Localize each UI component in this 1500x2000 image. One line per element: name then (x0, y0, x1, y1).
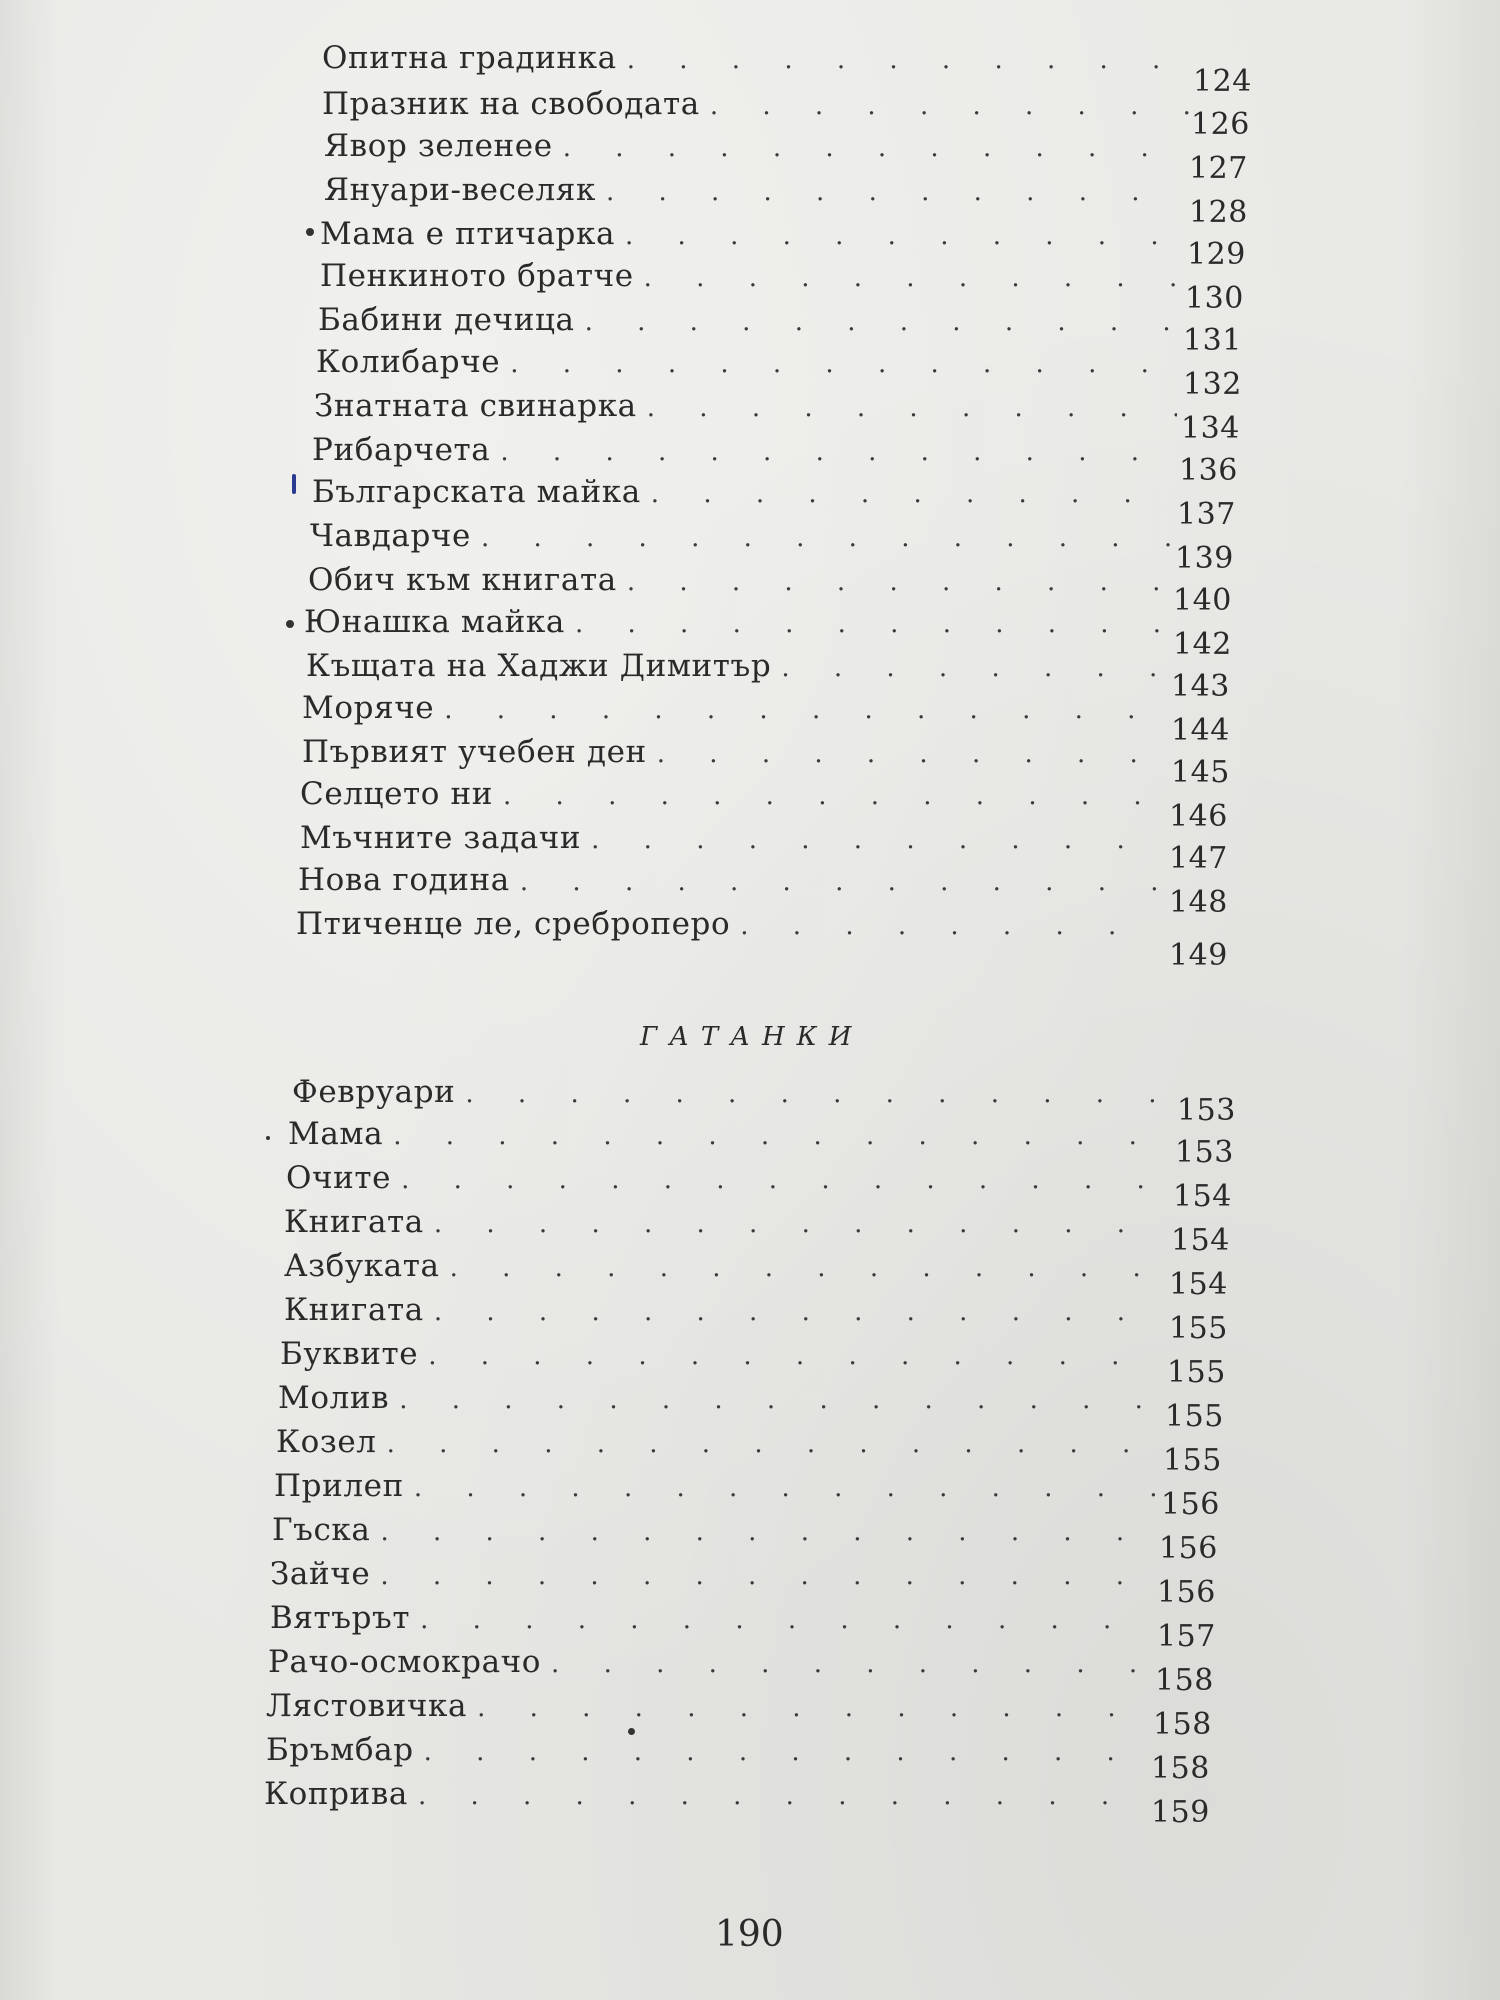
dot-leader (387, 1429, 1157, 1459)
riddle-entry-title: Буквите (280, 1336, 419, 1372)
riddle-entry (278, 1380, 1224, 1434)
toc-entry-page: 149 (1168, 938, 1228, 973)
dot-leader (644, 263, 1181, 293)
riddle-entry-title: Книгата (284, 1204, 424, 1240)
toc-entry-page: 144 (1170, 713, 1230, 748)
toc-entry-title: Колибарче (316, 344, 501, 380)
dot-leader (450, 1253, 1163, 1283)
toc-entry-page: 126 (1190, 107, 1250, 142)
toc-entry (304, 583, 1232, 644)
toc-entry-title: Чавдарче (310, 518, 471, 554)
dot-leader (625, 221, 1183, 251)
riddle-entry-title: Вятърът (270, 1600, 411, 1636)
riddle-entry (284, 1292, 1228, 1346)
pencil-mark (306, 228, 314, 236)
riddle-entry-page: 154 (1168, 1267, 1228, 1302)
toc-entry-page: 130 (1184, 281, 1244, 316)
dot-leader (424, 1737, 1145, 1767)
riddle-entry (288, 1116, 1234, 1170)
riddle-entry-title: Прилеп (274, 1468, 404, 1504)
toc-entry-page: 140 (1172, 583, 1232, 618)
dot-leader (740, 911, 1163, 941)
toc-entry (324, 64, 1252, 126)
riddle-entry-title: Коприва (264, 1776, 408, 1812)
toc-entry-page: 143 (1170, 669, 1230, 704)
toc-entry-title: Опитна градинка (322, 40, 617, 76)
toc-entry-page: 128 (1188, 195, 1248, 230)
riddle-entry-title: Козел (276, 1424, 377, 1460)
riddle-entry-title: Молив (278, 1380, 390, 1416)
toc-entry (320, 237, 1246, 298)
riddle-entry (280, 1336, 1226, 1390)
page-folio: 190 (715, 1914, 784, 1955)
toc-entry-page: 137 (1176, 497, 1236, 532)
dot-leader (434, 1297, 1163, 1327)
riddle-entry-page: 157 (1156, 1619, 1216, 1654)
toc-entry-title: Бабини дечица (318, 302, 575, 338)
riddle-entry-title: Зайче (270, 1556, 371, 1592)
dot-leader (477, 1693, 1147, 1723)
dot-leader (551, 1649, 1149, 1679)
dot-leader (520, 867, 1163, 897)
toc-entry (318, 281, 1244, 342)
riddle-entry (266, 1688, 1212, 1742)
dot-leader (481, 523, 1171, 553)
riddle-entry-title: Азбуката (284, 1248, 440, 1284)
riddle-entry (292, 1074, 1236, 1128)
toc-entry-title: Мама е птичарка (320, 216, 616, 252)
dot-leader (380, 1517, 1152, 1547)
riddle-entry-page: 156 (1156, 1575, 1216, 1610)
toc-entry (298, 841, 1228, 902)
dot-leader (627, 567, 1169, 597)
toc-entry-page: 136 (1178, 453, 1238, 488)
toc-entry-title: Юнашка майка (304, 604, 565, 640)
toc-entry (300, 799, 1228, 860)
riddle-entry-title: Мама (288, 1116, 384, 1152)
riddle-entry (274, 1468, 1220, 1522)
toc-entry (302, 669, 1230, 730)
toc-entry-page: 129 (1186, 237, 1246, 272)
riddle-entry (272, 1512, 1218, 1566)
riddle-entry (286, 1160, 1232, 1214)
toc-entry-page: 142 (1172, 627, 1232, 662)
dot-leader (510, 349, 1177, 379)
dot-leader (434, 1209, 1165, 1239)
toc-entry (320, 195, 1248, 256)
riddle-entry (284, 1204, 1230, 1258)
riddle-entry-page: 156 (1160, 1487, 1220, 1522)
toc-entry-title: Януари-веселяк (324, 172, 596, 208)
toc-entry-title: Обич към книгата (308, 562, 617, 598)
dot-leader (657, 739, 1165, 769)
dot-leader (414, 1473, 1155, 1503)
toc-entry-page: 132 (1182, 367, 1242, 402)
toc-entry-title: Българската майка (312, 474, 641, 510)
toc-entry-page: 124 (1192, 64, 1252, 99)
dot-leader (651, 479, 1173, 509)
toc-entry (322, 40, 1252, 80)
toc-entry (324, 107, 1250, 168)
riddle-entry (268, 1644, 1214, 1698)
dot-leader (503, 781, 1165, 811)
toc-entry (314, 367, 1242, 428)
toc-entry (296, 938, 1228, 978)
toc-entry-title: Първият учебен ден (302, 734, 647, 770)
toc-entry-title: Празник на свободата (322, 86, 700, 122)
riddle-entry-page: 155 (1164, 1399, 1224, 1434)
riddle-entry-title: Рачо-осмокрачо (268, 1644, 542, 1680)
toc-entry (312, 453, 1238, 514)
dot-leader (444, 695, 1165, 725)
toc-entry-title: Моряче (302, 690, 435, 726)
toc-entry (324, 151, 1248, 212)
dot-leader (465, 1079, 1171, 1109)
toc-entry-title: Явор зеленее (324, 128, 553, 164)
dot-leader (401, 1165, 1167, 1195)
toc-entry-title: Къщата на Хаджи Димитър (306, 648, 772, 684)
toc-entry (308, 541, 1234, 602)
toc-entry-title: Нова година (298, 862, 510, 898)
toc-entry (310, 497, 1236, 558)
toc-entry-title: Птиченце ле, среброперо (296, 906, 731, 942)
riddle-entry-title: Февруари (292, 1074, 456, 1110)
dot-leader (575, 609, 1167, 639)
toc-entry (300, 755, 1230, 816)
riddle-entry-page: 156 (1158, 1531, 1218, 1566)
dot-leader (585, 307, 1179, 337)
riddle-entry-page: 155 (1168, 1311, 1228, 1346)
dot-leader (781, 653, 1167, 683)
toc-entry-page: 148 (1168, 885, 1228, 920)
toc-entry-page: 134 (1180, 411, 1240, 446)
toc-entry-page: 146 (1168, 799, 1228, 834)
riddle-entry (266, 1732, 1210, 1786)
riddle-entry-title: Лястовичка (266, 1688, 468, 1724)
toc-entry-page: 147 (1168, 841, 1228, 876)
toc-entry (312, 411, 1240, 472)
riddle-entry-title: Книгата (284, 1292, 424, 1328)
dot-leader (627, 45, 1194, 75)
riddle-entry-page: 158 (1154, 1663, 1214, 1698)
dot-leader (563, 133, 1185, 163)
dot-leader (393, 1121, 1169, 1151)
riddle-entry-title: Очите (286, 1160, 392, 1196)
riddle-entry-page: 158 (1152, 1707, 1212, 1742)
dot-leader (591, 825, 1163, 855)
riddle-entry (284, 1248, 1228, 1302)
toc-entry (316, 323, 1242, 384)
dot-leader (647, 393, 1177, 423)
riddle-entry-page: 155 (1166, 1355, 1226, 1390)
toc-entry-page: 145 (1170, 755, 1230, 790)
dot-leader (380, 1561, 1151, 1591)
riddle-entry-page: 154 (1170, 1223, 1230, 1258)
riddle-entry-title: Бръмбар (266, 1732, 414, 1768)
riddle-entry-page: 158 (1150, 1751, 1210, 1786)
pencil-mark (286, 620, 294, 628)
riddle-entry (270, 1600, 1216, 1654)
toc-entry-title: Мъчните задачи (300, 820, 582, 856)
pencil-mark (628, 1728, 635, 1735)
dot-leader (500, 437, 1175, 467)
toc-entry-title: Рибарчета (312, 432, 491, 468)
toc-entry-page: 131 (1182, 323, 1242, 358)
dot-leader (606, 177, 1183, 207)
riddle-entry-page: 153 (1176, 1093, 1236, 1128)
toc-entry (302, 713, 1230, 774)
toc-entry (306, 627, 1232, 688)
dot-leader (399, 1385, 1159, 1415)
dot-leader (428, 1341, 1161, 1371)
riddle-entry (276, 1424, 1222, 1478)
riddle-entry-page: 155 (1162, 1443, 1222, 1478)
dot-leader (420, 1605, 1151, 1635)
riddle-entry-page: 154 (1172, 1179, 1232, 1214)
ink-mark (292, 474, 296, 494)
dot-leader (418, 1781, 1145, 1811)
riddle-entry (264, 1776, 1210, 1830)
pencil-mark (266, 1136, 270, 1140)
riddle-entry-title: Гъска (272, 1512, 371, 1548)
section-heading: ГАТАНКИ (640, 1022, 864, 1052)
toc-entry-title: Знатната свинарка (314, 388, 637, 424)
riddle-entry-page: 153 (1174, 1135, 1234, 1170)
toc-entry-page: 127 (1188, 151, 1248, 186)
toc-entry-title: Селцето ни (300, 776, 494, 812)
riddle-entry (270, 1556, 1216, 1610)
riddle-entry-page: 159 (1150, 1795, 1210, 1830)
toc-entry-title: Пенкиното братче (320, 258, 634, 294)
toc-entry-page: 139 (1174, 541, 1234, 576)
